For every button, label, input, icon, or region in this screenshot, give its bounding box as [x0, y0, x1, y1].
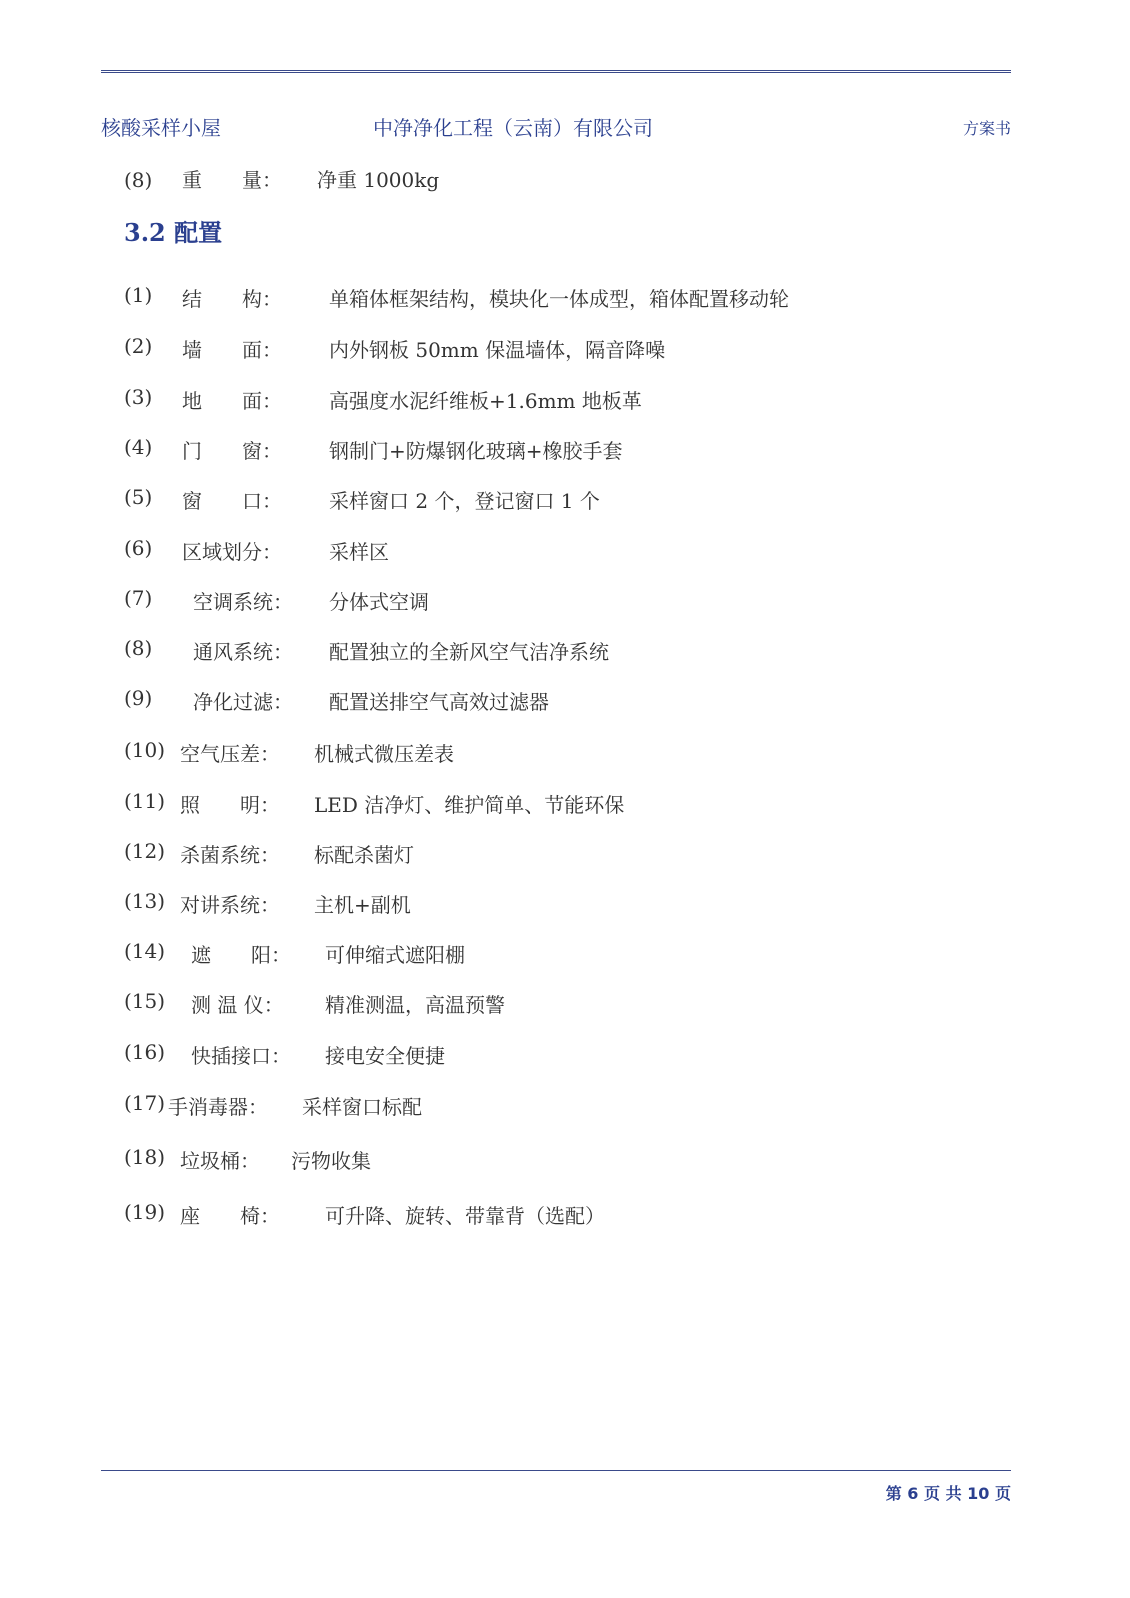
item-value: 采样窗口 2 个，登记窗口 1 个	[329, 489, 600, 513]
item-value: 接电安全便捷	[325, 1044, 445, 1068]
page-header	[101, 112, 1011, 140]
item-value: 可伸缩式遮阳棚	[325, 943, 465, 967]
header-doc-title: 核酸采样小屋	[101, 116, 221, 140]
header-doc-type: 方案书	[962, 119, 1011, 138]
item-label: 遮 阳：	[191, 943, 291, 967]
page-number: 第 6 页 共 10 页	[885, 1484, 1011, 1503]
item-label: 结 构：	[182, 287, 282, 311]
item-number: (14)	[124, 939, 166, 963]
item-value: 配置独立的全新风空气洁净系统	[329, 640, 609, 664]
item-label: 净化过滤：	[193, 690, 293, 714]
item-label: 手消毒器：	[168, 1095, 268, 1119]
item-value: 精准测温，高温预警	[325, 993, 505, 1017]
item-value: 高强度水泥纤维板+1.6mm 地板革	[329, 389, 642, 413]
item-number: (19)	[124, 1200, 166, 1224]
item-number: (12)	[124, 839, 166, 863]
item-value: 钢制门+防爆钢化玻璃+橡胶手套	[329, 439, 623, 463]
item-value: 标配杀菌灯	[314, 843, 414, 867]
item-number: (16)	[124, 1040, 166, 1064]
item-value: 采样窗口标配	[302, 1095, 422, 1119]
item-value: 主机+副机	[314, 893, 411, 917]
item-label: 空调系统：	[193, 590, 293, 614]
item-label: 门 窗：	[182, 439, 282, 463]
item-label: 快插接口：	[191, 1044, 291, 1068]
item-label: 座 椅：	[180, 1204, 280, 1228]
item-value: 采样区	[329, 540, 389, 564]
header-company: 中净净化工程（云南）有限公司	[373, 116, 653, 140]
item-number: (13)	[124, 889, 166, 913]
spec-weight-number: (8)	[124, 168, 153, 192]
item-number: (10)	[124, 738, 166, 762]
item-label: 窗 口：	[182, 489, 282, 513]
item-number: (9)	[124, 686, 153, 710]
item-label: 地 面：	[182, 389, 282, 413]
item-label: 测 温 仪：	[191, 993, 284, 1017]
item-number: (2)	[124, 334, 153, 358]
spec-weight-value: 净重 1000kg	[317, 168, 440, 192]
item-number: (15)	[124, 989, 166, 1013]
item-number: (1)	[124, 283, 153, 307]
item-number: (8)	[124, 636, 153, 660]
item-label: 通风系统：	[193, 640, 293, 664]
item-value: 配置送排空气高效过滤器	[329, 690, 549, 714]
section-title: 3.2 配置	[124, 218, 223, 247]
item-value: 可升降、旋转、带靠背（选配）	[325, 1204, 605, 1228]
item-number: (18)	[124, 1145, 166, 1169]
item-value: 单箱体框架结构，模块化一体成型，箱体配置移动轮	[329, 287, 789, 311]
item-number: (6)	[124, 536, 153, 560]
spec-weight-label: 重 量：	[182, 168, 282, 192]
item-label: 墙 面：	[182, 338, 282, 362]
item-number: (11)	[124, 789, 166, 813]
item-value: 机械式微压差表	[314, 742, 454, 766]
item-label: 区域划分：	[182, 540, 282, 564]
item-value: 内外钢板 50mm 保温墙体，隔音降噪	[329, 338, 666, 362]
item-number: (4)	[124, 435, 153, 459]
spec-weight	[124, 164, 439, 193]
item-label: 空气压差：	[180, 742, 280, 766]
item-number: (5)	[124, 485, 153, 509]
item-label: 照 明：	[180, 793, 280, 817]
footer-rule	[101, 1470, 1011, 1471]
item-value: 分体式空调	[329, 590, 429, 614]
item-number: (7)	[124, 586, 153, 610]
item-label: 垃圾桶：	[180, 1149, 260, 1173]
header-rule	[101, 70, 1011, 73]
item-label: 对讲系统：	[180, 893, 280, 917]
item-value: 污物收集	[291, 1149, 371, 1173]
item-number: (3)	[124, 385, 153, 409]
item-label: 杀菌系统：	[180, 843, 280, 867]
item-number: (17)	[124, 1091, 166, 1115]
item-value: LED 洁净灯、维护简单、节能环保	[314, 793, 625, 817]
